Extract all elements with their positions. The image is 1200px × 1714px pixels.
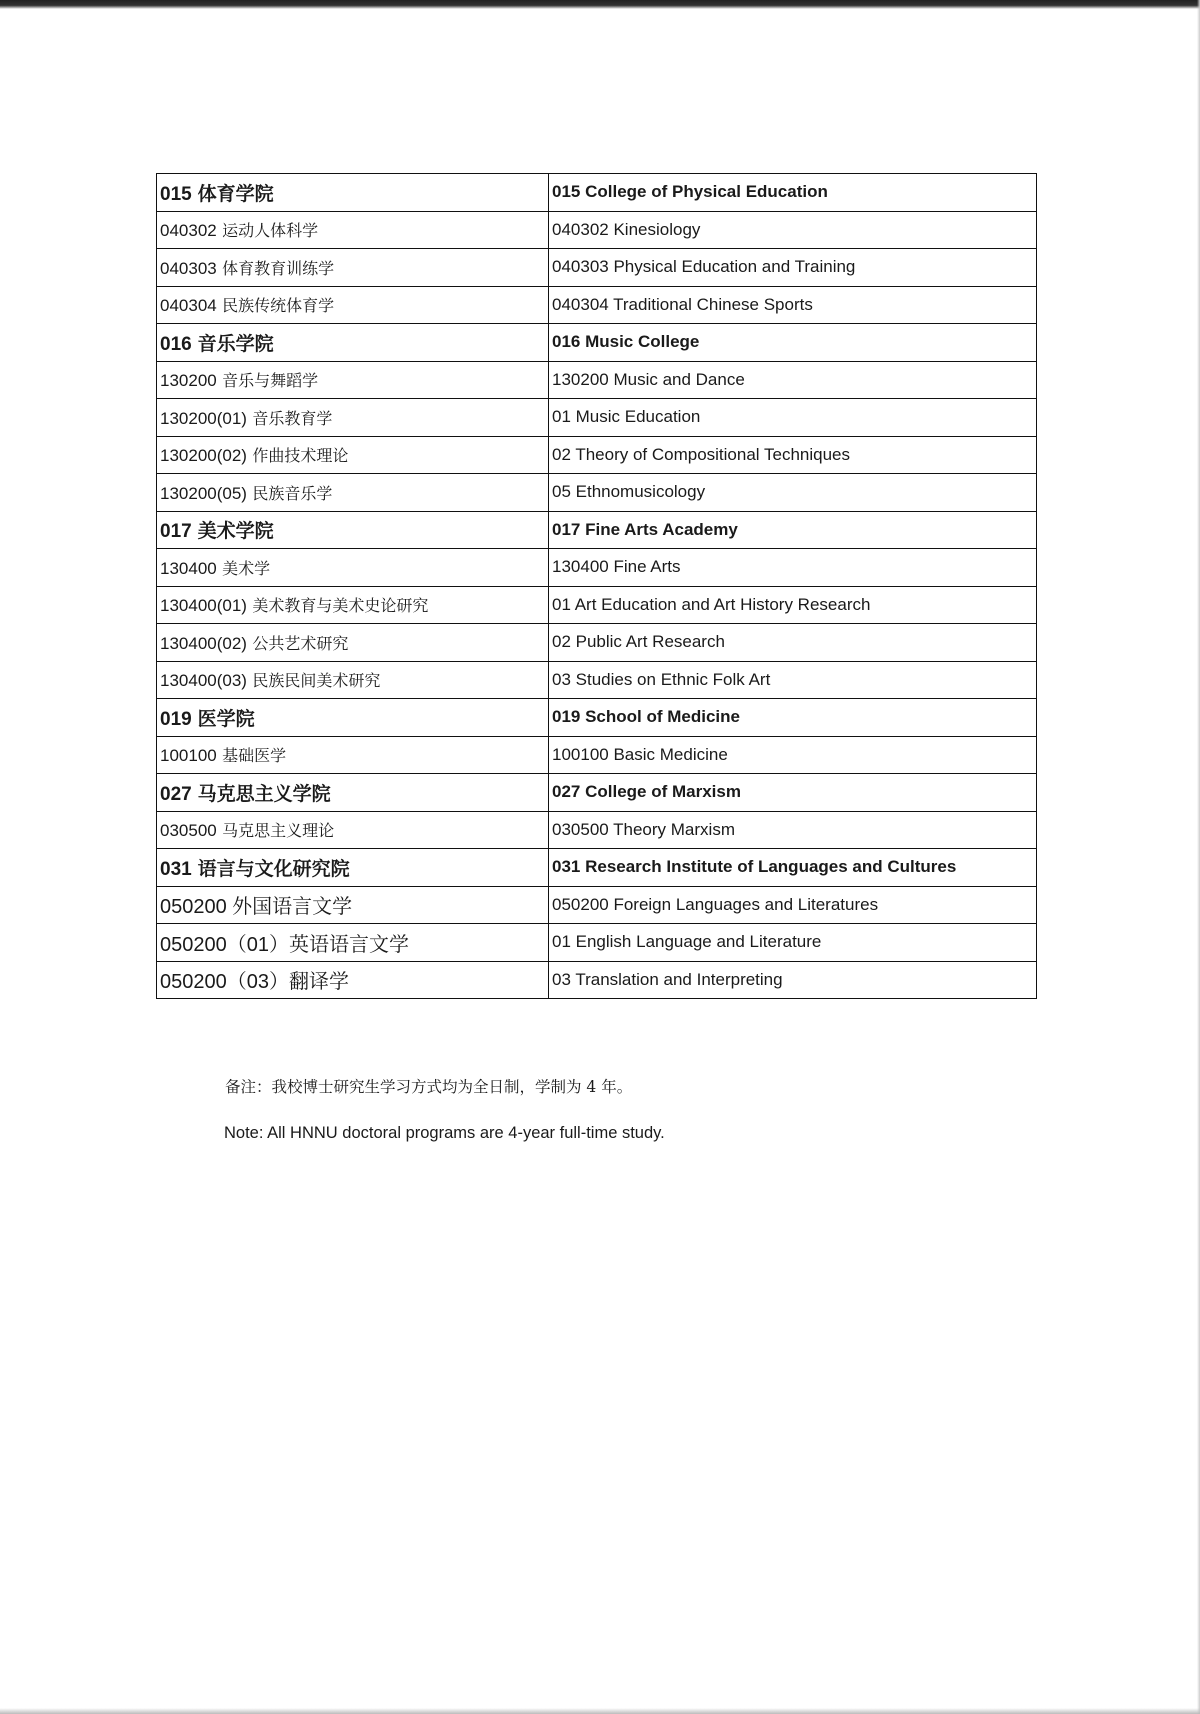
chinese-name-cell [157,736,549,774]
chinese-name-cell [157,511,549,549]
program-row [157,436,1037,474]
chinese-name-cell [157,361,549,399]
program-code: 130400 [160,558,217,578]
college-row [157,699,1037,737]
program-code: 040303 [160,258,217,278]
chinese-name-cell [157,286,549,324]
program-row [157,924,1037,962]
program-code: 130200(01) [160,408,247,428]
program-code: 016 [160,333,192,355]
program-table [156,173,1037,999]
english-name-cell: 017 Fine Arts Academy [549,511,1037,549]
note-en: Note: All HNNU doctoral programs are 4-year full-time study. [224,1124,665,1142]
english-name-cell: 040303 Physical Education and Training [549,249,1037,287]
program-name-zh: 公共艺术研究 [252,633,349,653]
scan-top-edge [0,0,1200,9]
english-name-cell: 015 College of Physical Education [549,174,1037,212]
program-name-zh: 音乐与舞蹈学 [222,371,319,391]
english-name-cell: 130400 Fine Arts [549,549,1037,587]
program-name-zh: 体育教育训练学 [222,258,335,278]
program-name-zh: 马克思主义理论 [222,821,335,841]
chinese-name-cell [157,474,549,512]
program-name-zh: 基础医学 [222,746,287,766]
chinese-name-cell [157,624,549,662]
chinese-name-cell [157,699,549,737]
program-name-zh: 民族传统体育学 [222,296,335,316]
chinese-name-cell [157,549,549,587]
english-name-cell: 040302 Kinesiology [549,211,1037,249]
english-name-cell: 050200 Foreign Languages and Literatures [549,886,1037,924]
english-name-cell: 019 School of Medicine [549,699,1037,737]
program-name-zh: 语言与文化研究院 [197,857,350,880]
chinese-name-cell [157,249,549,287]
program-row [157,811,1037,849]
chinese-name-cell [157,211,549,249]
program-row [157,624,1037,662]
program-name-zh: 民族音乐学 [252,483,333,503]
program-name-zh: 美术学院 [197,520,274,543]
program-name-zh: 民族民间美术研究 [252,671,381,691]
program-name-zh: 英语语言文学 [288,931,409,956]
scan-bottom-edge [0,1708,1200,1714]
english-name-cell: 03 Studies on Ethnic Folk Art [549,661,1037,699]
chinese-name-cell [157,886,549,924]
program-code: 130200(02) [160,446,247,466]
program-code: 050200（03） [160,971,289,994]
english-name-cell: 031 Research Institute of Languages and Cultures [549,849,1037,887]
chinese-name-cell [157,586,549,624]
chinese-name-cell [157,324,549,362]
english-name-cell: 040304 Traditional Chinese Sports [549,286,1037,324]
english-name-cell: 02 Theory of Compositional Techniques [549,436,1037,474]
english-name-cell: 016 Music College [549,324,1037,362]
program-row [157,961,1037,999]
program-code: 031 [160,858,192,880]
program-code: 130400(03) [160,671,247,691]
program-code: 130200(05) [160,483,247,503]
program-row [157,249,1037,287]
program-row [157,661,1037,699]
program-row [157,399,1037,437]
program-code: 019 [160,708,192,730]
english-name-cell: 01 Music Education [549,399,1037,437]
english-name-cell: 100100 Basic Medicine [549,736,1037,774]
chinese-name-cell [157,774,549,812]
program-name-zh: 美术学 [222,558,271,578]
chinese-name-cell [157,399,549,437]
program-row [157,474,1037,512]
program-name-zh: 马克思主义学院 [197,782,331,805]
program-code: 050200 [160,896,227,919]
program-name-zh: 作曲技术理论 [252,446,349,466]
program-name-zh: 运动人体科学 [222,221,319,241]
program-row [157,286,1037,324]
program-name-zh: 医学院 [197,707,255,730]
program-name-zh: 音乐教育学 [252,408,333,428]
college-row [157,324,1037,362]
program-code: 027 [160,783,192,805]
chinese-name-cell [157,661,549,699]
chinese-name-cell [157,436,549,474]
english-name-cell: 130200 Music and Dance [549,361,1037,399]
chinese-name-cell [157,961,549,999]
program-row [157,211,1037,249]
chinese-name-cell [157,174,549,212]
program-code: 017 [160,521,192,543]
program-code: 130200 [160,371,217,391]
program-code: 100100 [160,746,217,766]
program-name-zh: 音乐学院 [197,332,274,355]
english-name-cell: 030500 Theory Marxism [549,811,1037,849]
program-name-zh: 外国语言文学 [232,894,353,919]
chinese-name-cell [157,849,549,887]
english-name-cell: 01 English Language and Literature [549,924,1037,962]
program-row [157,586,1037,624]
program-table-body [157,174,1037,999]
program-row [157,736,1037,774]
program-row [157,886,1037,924]
program-code: 040302 [160,221,217,241]
chinese-name-cell [157,924,549,962]
program-code: 040304 [160,296,217,316]
program-code: 015 [160,183,192,205]
program-code: 030500 [160,821,217,841]
english-name-cell: 027 College of Marxism [549,774,1037,812]
program-code: 130400(02) [160,633,247,653]
program-row [157,361,1037,399]
remark-zh: 备注：我校博士研究生学习方式均为全日制，学制为 4 年。 [225,1078,633,1096]
college-row [157,849,1037,887]
english-name-cell: 02 Public Art Research [549,624,1037,662]
college-row [157,511,1037,549]
program-name-zh: 翻译学 [288,969,349,994]
english-name-cell: 03 Translation and Interpreting [549,961,1037,999]
program-name-zh: 美术教育与美术史论研究 [252,596,429,616]
program-code: 050200（01） [160,933,289,956]
program-code: 130400(01) [160,596,247,616]
college-row [157,174,1037,212]
college-row [157,774,1037,812]
english-name-cell: 05 Ethnomusicology [549,474,1037,512]
program-name-zh: 体育学院 [197,182,274,205]
chinese-name-cell [157,811,549,849]
program-row [157,549,1037,587]
english-name-cell: 01 Art Education and Art History Research [549,586,1037,624]
